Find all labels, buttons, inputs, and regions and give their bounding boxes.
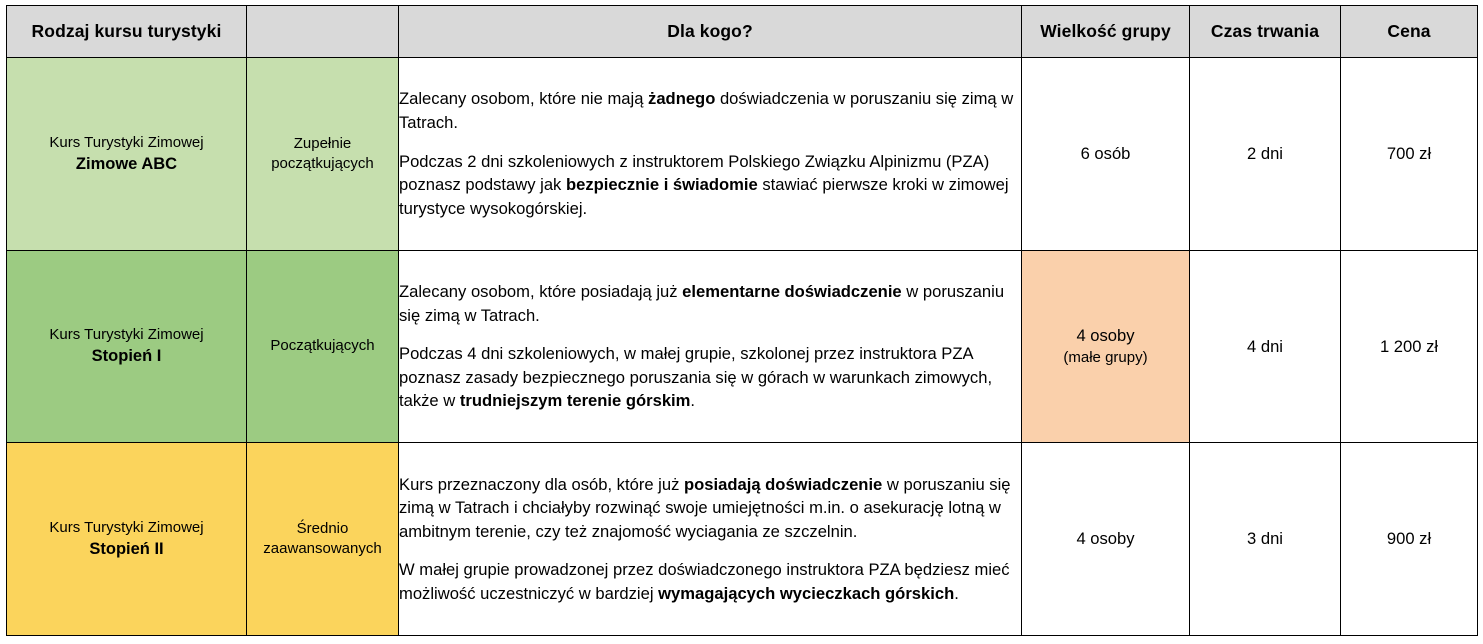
body-text: W małej grupie prowadzonej przez doświadczonego instruktora PZA będziesz mieć możliwość uczestniczyć w bardziej [399, 560, 1010, 603]
body-text: Podczas 2 dni szkoleniowych z instruktorem Polskiego Związku Alpinizmu (PZA) poznasz podstawy jak [399, 151, 990, 195]
body-text: Zalecany osobom, które posiadają już [399, 282, 683, 302]
duration-cell: 2 dni [1190, 58, 1341, 251]
group-size-value: 4 osoby [1076, 529, 1135, 549]
body-text: w poruszaniu się zimą w Tatrach i chciałyby rozwinąć swoje umiejętności m.in. o asekurację lotną w ambitnym terenie, czy też znajomość wyciagania ze szczelnin. [399, 474, 1011, 541]
column-header-audience [247, 6, 399, 58]
table-body [7, 58, 1478, 636]
course-type-name: Zimowe ABC [75, 154, 178, 173]
description-cell [399, 443, 1022, 636]
column-header-course-type: Rodzaj kursu turystyki [7, 6, 247, 58]
emphasis-text: elementarne doświadczenie [682, 282, 902, 302]
description-cell [399, 58, 1022, 251]
table-row [7, 58, 1478, 251]
course-type-cell [7, 58, 247, 251]
group-size-cell [1022, 58, 1190, 251]
course-type-cell [7, 250, 247, 443]
group-size-cell-highlighted [1022, 250, 1190, 443]
audience-cell: Średnio zaawansowanych [247, 443, 399, 636]
price-cell: 700 zł [1341, 58, 1478, 251]
body-text: Podczas 4 dni szkoleniowych, w małej grupie, szkolonej przez instruktora PZA poznasz zasady bezpiecznego poruszania się w górach w warunkach zimowych, także w [399, 344, 993, 411]
body-text: . [954, 584, 959, 603]
emphasis-text: żadnego [648, 89, 716, 109]
winter-course-offer-table [6, 5, 1478, 636]
table-header [7, 6, 1478, 58]
group-size-value: 4 osoby [1076, 326, 1135, 346]
emphasis-text: trudniejszym terenie górskim [459, 391, 691, 411]
body-text: stawiać pierwsze kroki w zimowej turystyce wysokogórskiej. [399, 175, 1009, 218]
description-paragraph [399, 280, 1021, 327]
description-paragraph [399, 473, 1021, 544]
course-type-subtitle: Kurs Turystyki Zimowej [49, 519, 204, 537]
duration-cell: 4 dni [1190, 250, 1341, 443]
duration-cell: 3 dni [1190, 443, 1341, 636]
column-header-for-whom: Dla kogo? [399, 6, 1022, 58]
price-cell: 900 zł [1341, 443, 1478, 636]
course-type-subtitle: Kurs Turystyki Zimowej [49, 326, 204, 344]
body-text: Zalecany osobom, które nie mają [399, 89, 649, 109]
audience-cell: Początkujących [247, 250, 399, 443]
description-paragraph [399, 87, 1021, 134]
description-paragraph [399, 342, 1021, 413]
description-cell [399, 250, 1022, 443]
column-header-price: Cena [1341, 6, 1478, 58]
group-size-value: 6 osób [1080, 144, 1131, 164]
group-size-cell [1022, 443, 1190, 636]
body-text: . [690, 391, 696, 411]
table-row [7, 250, 1478, 443]
header-row [7, 6, 1478, 58]
body-text: Kurs przeznaczony dla osób, które już [399, 474, 685, 494]
price-cell: 1 200 zł [1341, 250, 1478, 443]
course-type-name: Stopień I [91, 347, 162, 366]
emphasis-text: bezpiecznie i świadomie [565, 175, 758, 195]
emphasis-text: posiadają doświadczenie [684, 474, 883, 494]
body-text: doświadczenia w poruszaniu się zimą w Tatrach. [399, 89, 1014, 132]
emphasis-text: wymagających wycieczkach górskich [658, 584, 955, 603]
description-paragraph [399, 150, 1021, 221]
body-text: w poruszaniu się zimą w Tatrach. [399, 282, 1005, 325]
group-size-note: (małe grupy) [1063, 349, 1148, 367]
course-type-name: Stopień II [89, 540, 164, 559]
course-type-cell [7, 443, 247, 636]
column-header-group-size: Wielkość grupy [1022, 6, 1190, 58]
course-table-container [6, 5, 1477, 636]
column-header-duration: Czas trwania [1190, 6, 1341, 58]
course-type-subtitle: Kurs Turystyki Zimowej [49, 133, 204, 151]
description-paragraph [399, 558, 1021, 605]
table-row [7, 443, 1478, 636]
audience-cell: Zupełnie początkujących [247, 58, 399, 251]
